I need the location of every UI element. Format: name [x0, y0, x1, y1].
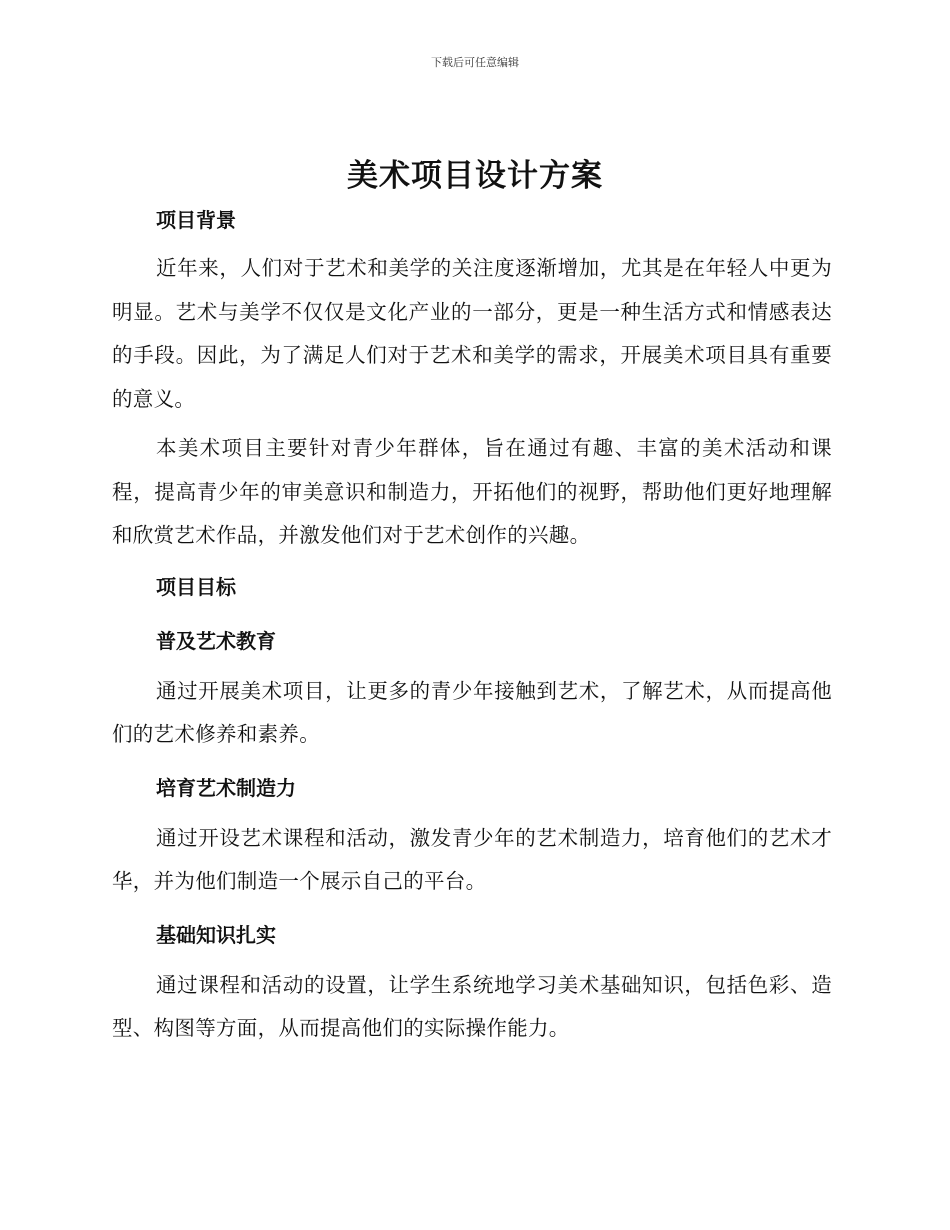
paragraph: 通过开设艺术课程和活动，激发青少年的艺术制造力，培育他们的艺术才华，并为他们制造一个展示自己的平台。: [112, 825, 832, 893]
section-heading-goals: 项目目标: [156, 574, 236, 599]
paragraph: 通过开展美术项目，让更多的青少年接触到艺术，了解艺术，从而提高他们的艺术修养和素养。: [112, 678, 832, 746]
paragraph: 通过课程和活动的设置，让学生系统地学习美术基础知识，包括色彩、造型、构图等方面，从而提高他们的实际操作能力。: [112, 972, 832, 1040]
paragraph: 近年来，人们对于艺术和美学的关注度逐渐增加，尤其是在年轻人中更为明显。艺术与美学不仅仅是文化产业的一部分，更是一种生活方式和情感表达的手段。因此，为了满足人们对于艺术和美学的需求，开展美术项目具有重要的意义。: [112, 256, 832, 411]
subheading-goal-1: 普及艺术教育: [156, 628, 276, 653]
subheading-goal-3: 基础知识扎实: [156, 922, 276, 947]
subheading-goal-2: 培育艺术制造力: [156, 775, 296, 800]
section-heading-background: 项目背景: [156, 208, 236, 232]
paragraph: 本美术项目主要针对青少年群体，旨在通过有趣、丰富的美术活动和课程，提高青少年的审美意识和制造力，开拓他们的视野，帮助他们更好地理解和欣赏艺术作品，并激发他们对于艺术创作的兴趣。: [112, 436, 832, 547]
document-title: 美术项目设计方案: [347, 158, 603, 194]
page-header-note: 下载后可任意编辑: [431, 56, 519, 69]
document-body: [112, 203, 832, 1057]
